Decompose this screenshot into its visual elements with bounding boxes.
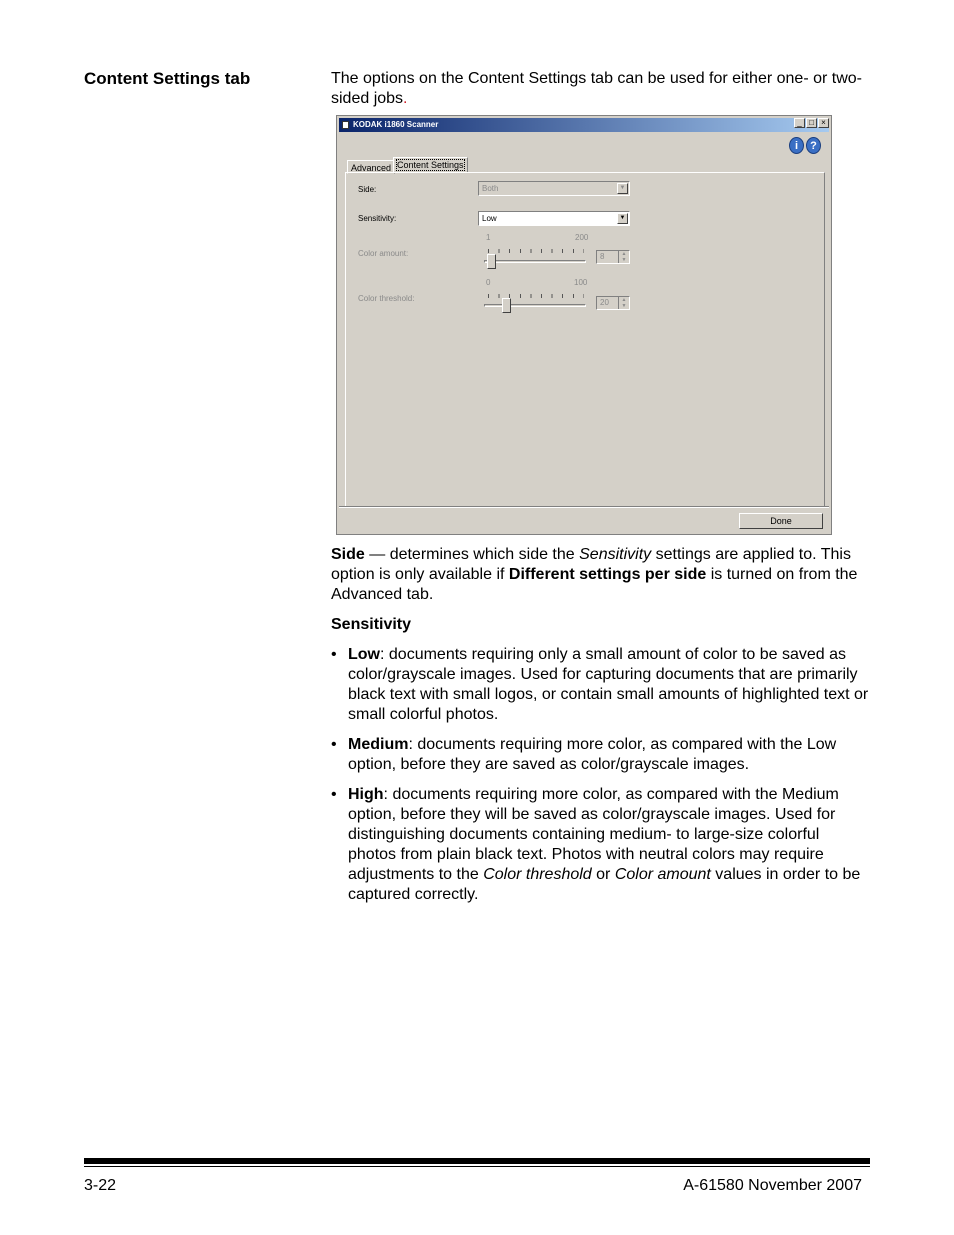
dialog-titlebar xyxy=(339,118,829,132)
list-item: • Medium: documents requiring more color, as compared with the Low option, before they are saved as color/grayscale images. xyxy=(331,736,837,773)
sensitivity-select[interactable]: Low ▼ xyxy=(478,211,630,226)
page-number: 3-22 xyxy=(84,1177,117,1194)
section-heading: Content Settings tab xyxy=(84,69,251,88)
color-threshold-min: 0 xyxy=(486,278,491,287)
sensitivity-list xyxy=(331,645,871,915)
footer-rule-thin xyxy=(84,1166,870,1167)
app-icon xyxy=(342,121,349,129)
dialog-separator xyxy=(339,506,829,508)
color-amount-ticks xyxy=(488,249,584,253)
color-threshold-max: 100 xyxy=(574,278,588,287)
footer-rule-thick xyxy=(84,1158,870,1164)
side-description: Side — determines which side the Sensitivity settings are applied to. This option is only available if Different settings per side is turned on from the Advanced tab. xyxy=(331,546,858,603)
list-item: • Low: documents requiring only a small amount of color to be saved as color/grayscale images. Used for capturing documents that are primarily black text with small logos, or contain small amounts of highlighted text or small colorful photos. xyxy=(331,646,869,723)
color-threshold-stepper[interactable]: 20 ▲ ▼ xyxy=(596,296,630,310)
sensitivity-label: Sensitivity: xyxy=(358,214,397,223)
scanner-dialog xyxy=(336,115,832,535)
color-amount-label: Color amount: xyxy=(358,249,409,258)
side-label: Side: xyxy=(358,185,377,194)
document-id: A-61580 November 2007 xyxy=(683,1177,862,1194)
chevron-down-icon[interactable]: ▼ xyxy=(617,213,628,224)
maximize-button[interactable]: □ xyxy=(806,118,817,128)
chevron-down-icon: ▼ xyxy=(617,183,628,194)
window-buttons xyxy=(794,118,829,128)
side-select[interactable]: Both ▼ xyxy=(478,181,630,196)
close-button[interactable]: × xyxy=(818,118,829,128)
dialog-title: KODAK i1860 Scanner xyxy=(353,120,439,129)
info-icon[interactable]: i xyxy=(789,137,804,154)
bullet-icon: • xyxy=(331,786,337,803)
minimize-button[interactable]: _ xyxy=(794,118,805,128)
content-settings-panel xyxy=(345,172,825,507)
color-threshold-label: Color threshold: xyxy=(358,294,415,303)
tab-content-settings[interactable]: Content Settings xyxy=(393,157,468,173)
help-buttons xyxy=(789,137,821,154)
color-threshold-slider[interactable] xyxy=(484,304,586,307)
intro-paragraph: The options on the Content Settings tab can be used for either one- or two-sided jobs. xyxy=(331,70,862,107)
bullet-icon: • xyxy=(331,736,337,753)
bullet-icon: • xyxy=(331,646,337,663)
done-button[interactable]: Done xyxy=(739,513,823,529)
list-item: • High: documents requiring more color, as compared with the Medium option, before they will be saved as color/grayscale images. Used for distinguishing documents containing medium- to large-size colorful photos from plain black text. Photos with neutral colors may require adjustments to the Color threshold or Color amount values in order to be captured correctly. xyxy=(331,786,861,903)
color-threshold-slider-thumb[interactable] xyxy=(502,298,511,313)
color-amount-slider-thumb[interactable] xyxy=(487,254,496,269)
spin-arrows-icon[interactable]: ▲ ▼ xyxy=(618,297,629,309)
help-icon[interactable]: ? xyxy=(806,137,821,154)
color-amount-stepper[interactable]: 8 ▲ ▼ xyxy=(596,250,630,264)
color-amount-min: 1 xyxy=(486,233,491,242)
color-amount-max: 200 xyxy=(575,233,589,242)
tab-advanced[interactable]: Advanced xyxy=(347,160,395,174)
sensitivity-heading: Sensitivity xyxy=(331,616,412,633)
color-amount-slider[interactable] xyxy=(484,260,586,263)
spin-arrows-icon[interactable]: ▲ ▼ xyxy=(618,251,629,263)
